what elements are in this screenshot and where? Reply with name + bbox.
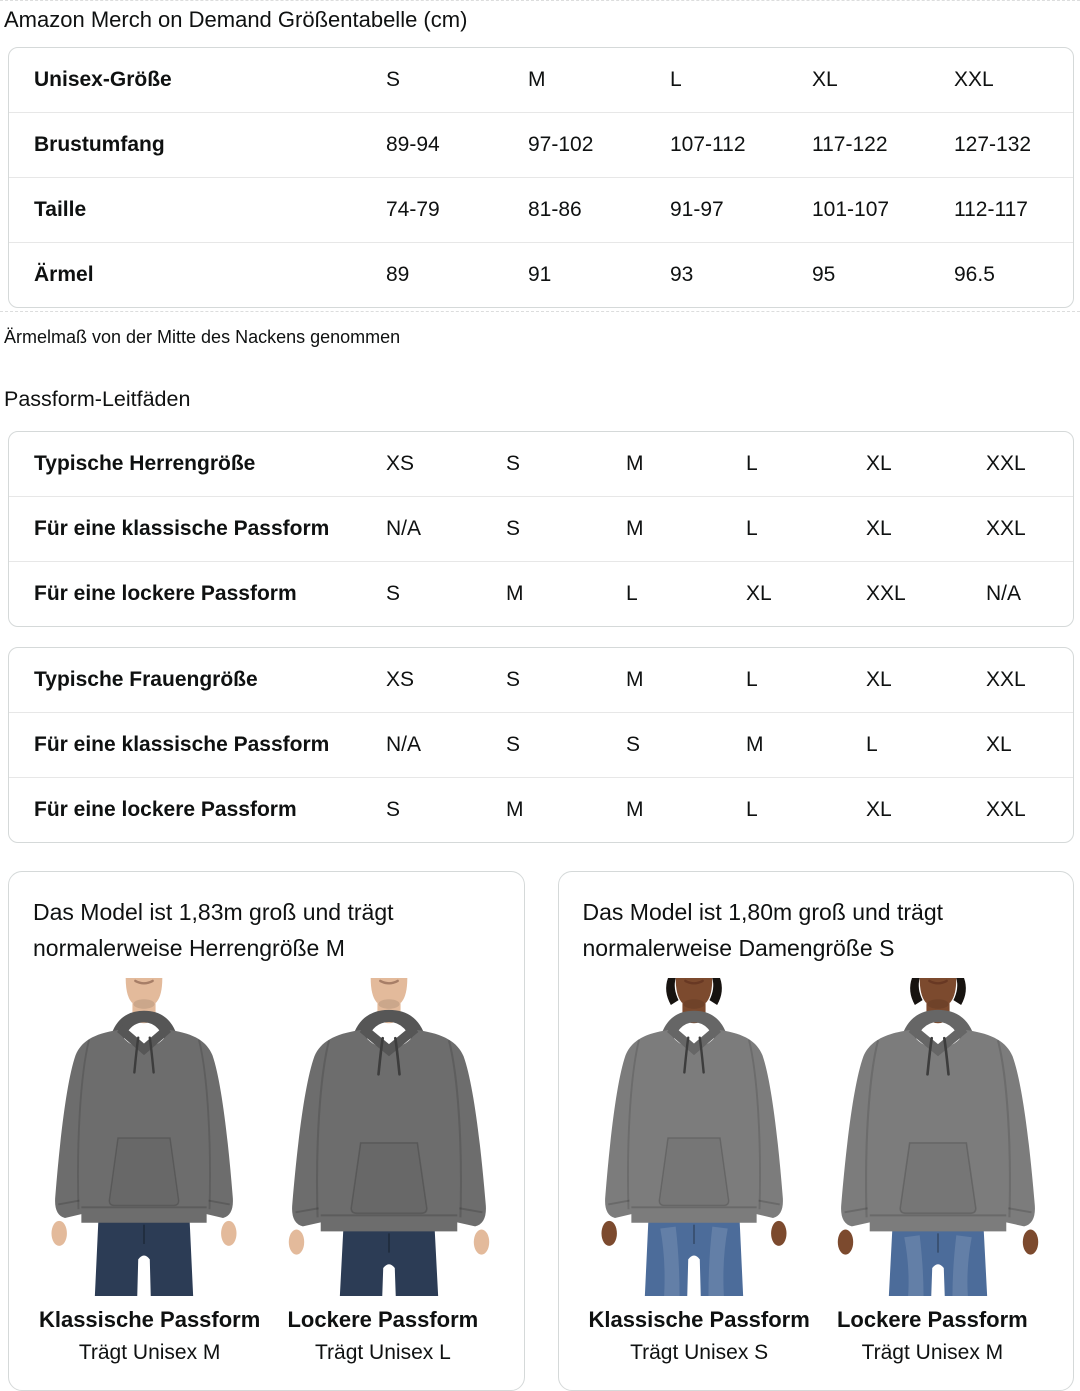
table-row	[9, 561, 1073, 626]
size-cell: 93	[670, 263, 694, 286]
size-cell: S	[506, 733, 521, 756]
table-header-row	[9, 432, 1073, 496]
caption-female-loose	[816, 1304, 1049, 1370]
row-label: Für eine klassische Passform	[34, 517, 330, 540]
size-cell: S	[386, 798, 401, 821]
caption-female-classic	[583, 1304, 816, 1370]
size-cell: XL	[866, 668, 892, 691]
size-cell: 89	[386, 263, 410, 286]
size-cell: M	[528, 68, 546, 91]
size-cell: 91-97	[670, 198, 724, 221]
size-label: Trägt Unisex M	[861, 1341, 1004, 1364]
size-cell: L	[626, 582, 638, 605]
caption-male-loose	[266, 1304, 499, 1370]
size-cell: 107-112	[670, 133, 746, 156]
table-row	[9, 777, 1073, 842]
size-cell: XS	[386, 452, 415, 475]
size-cell: N/A	[386, 517, 422, 540]
male-classic-fit-photo	[33, 978, 255, 1296]
size-cell: XL	[866, 517, 892, 540]
size-label: Trägt Unisex M	[78, 1341, 221, 1364]
fit-label: Klassische Passform	[38, 1307, 261, 1332]
row-label: Für eine klassische Passform	[34, 733, 330, 756]
table-row	[9, 496, 1073, 561]
page-title: Amazon Merch on Demand Größentabelle (cm)	[4, 7, 468, 32]
size-cell: XXL	[986, 452, 1026, 475]
fit-label: Lockere Passform	[836, 1307, 1028, 1332]
size-cell: 91	[528, 263, 552, 286]
size-cell: XS	[386, 668, 415, 691]
male-photo-captions	[33, 1304, 500, 1370]
table-row	[9, 112, 1073, 177]
row-label: Für eine lockere Passform	[34, 582, 297, 605]
size-cell: S	[506, 668, 521, 691]
row-label: Typische Herrengröße	[34, 452, 256, 475]
womens-fit-table	[8, 647, 1074, 843]
size-cell: 101-107	[812, 198, 890, 221]
size-cell: S	[506, 517, 521, 540]
size-cell: S	[626, 733, 641, 756]
table-row	[9, 712, 1073, 777]
row-label: Taille	[34, 198, 87, 221]
size-cell: XL	[866, 798, 892, 821]
size-cell: XL	[986, 733, 1012, 756]
row-label: Brustumfang	[34, 133, 165, 156]
caption-male-classic	[33, 1304, 266, 1370]
size-cell: 81-86	[528, 198, 582, 221]
table-header-row	[9, 648, 1073, 712]
size-cell: L	[670, 68, 682, 91]
size-cell: 97-102	[528, 133, 594, 156]
size-cell: L	[746, 668, 758, 691]
table-header-row	[9, 48, 1073, 112]
section-divider	[0, 311, 1080, 312]
table-row	[9, 242, 1073, 307]
size-cell: XXL	[986, 517, 1026, 540]
size-cell: L	[746, 517, 758, 540]
size-cell: 95	[812, 263, 836, 286]
female-model-description: Das Model ist 1,80m groß und trägt normalerweise Damengröße S	[582, 899, 943, 961]
table-row	[9, 177, 1073, 242]
size-cell: XXL	[866, 582, 906, 605]
size-label: Trägt Unisex S	[630, 1341, 769, 1364]
hoodie-model-illustration	[583, 978, 805, 1296]
size-cell: 74-79	[386, 198, 440, 221]
row-label: Typische Frauengröße	[34, 668, 258, 691]
size-cell: S	[386, 582, 401, 605]
size-cell: M	[626, 452, 644, 475]
size-cell: M	[626, 798, 644, 821]
size-cell: L	[866, 733, 878, 756]
size-cell: XXL	[954, 68, 994, 91]
mens-fit-table	[8, 431, 1074, 627]
female-photo-captions	[583, 1304, 1050, 1370]
hoodie-model-illustration	[278, 978, 500, 1296]
male-model-card	[8, 871, 525, 1391]
size-cell: XXL	[986, 798, 1026, 821]
female-loose-fit-photo	[827, 978, 1049, 1296]
fit-label: Lockere Passform	[287, 1307, 479, 1332]
row-label: Für eine lockere Passform	[34, 798, 297, 821]
size-cell: L	[746, 798, 758, 821]
size-cell: S	[386, 68, 401, 91]
size-cell: 89-94	[386, 133, 440, 156]
size-cell: S	[506, 452, 521, 475]
size-cell: M	[746, 733, 764, 756]
size-cell: XL	[812, 68, 838, 91]
male-loose-fit-photo	[278, 978, 500, 1296]
size-cell: M	[626, 668, 644, 691]
fit-guides-heading: Passform-Leitfäden	[4, 387, 191, 411]
size-cell: XL	[746, 582, 772, 605]
size-cell: N/A	[986, 582, 1022, 605]
female-model-photos	[583, 978, 1050, 1296]
female-model-card	[558, 871, 1075, 1391]
female-classic-fit-photo	[583, 978, 805, 1296]
row-label: Unisex-Größe	[34, 68, 172, 91]
size-cell: 112-117	[954, 198, 1028, 221]
size-cell: XL	[866, 452, 892, 475]
row-label: Ärmel	[34, 263, 94, 286]
size-label: Trägt Unisex L	[314, 1341, 451, 1364]
size-cell: M	[506, 582, 524, 605]
male-model-description: Das Model ist 1,83m groß und trägt normalerweise Herrengröße M	[33, 899, 394, 961]
fit-label: Klassische Passform	[588, 1307, 810, 1332]
hoodie-model-illustration	[827, 978, 1049, 1296]
male-model-photos	[33, 978, 500, 1296]
size-cell: 117-122	[812, 133, 888, 156]
size-cell: M	[626, 517, 644, 540]
size-cell: L	[746, 452, 758, 475]
size-cell: M	[506, 798, 524, 821]
sleeve-measure-note: Ärmelmaß von der Mitte des Nackens genommen	[4, 327, 401, 347]
size-cell: N/A	[386, 733, 422, 756]
model-cards	[8, 871, 1074, 1391]
size-cell: 96.5	[954, 263, 995, 286]
size-cell: 127-132	[954, 133, 1032, 156]
size-cell: XXL	[986, 668, 1026, 691]
top-divider	[0, 0, 1080, 1]
hoodie-model-illustration	[33, 978, 255, 1296]
unisex-size-table	[8, 47, 1074, 308]
